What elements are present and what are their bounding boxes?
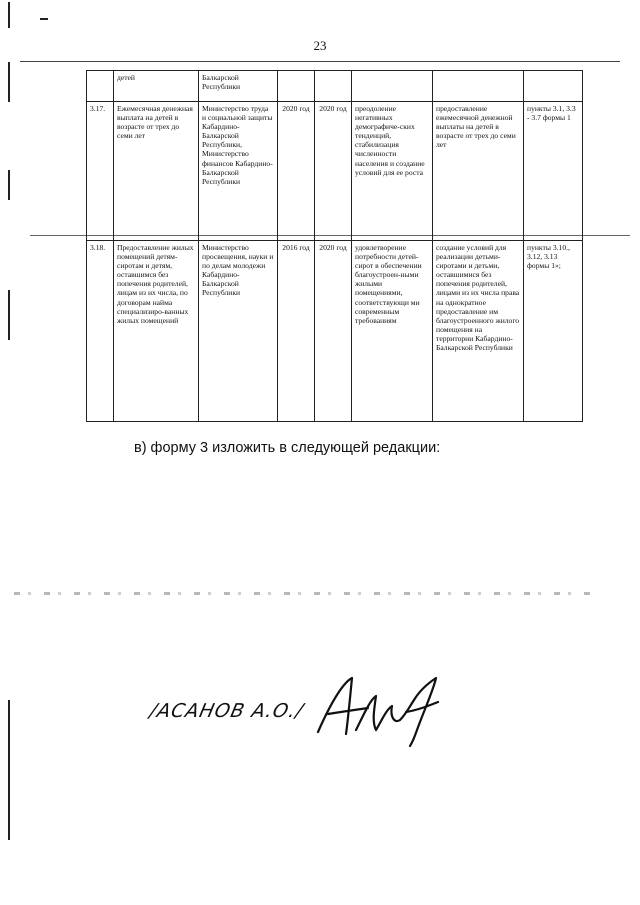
- cell-name: Ежемесячная денежная выплата на детей в возрасте от трех до семи лет: [114, 102, 199, 241]
- cell-link: пункты 3.1, 3.3 - 3.7 формы 1: [524, 102, 583, 241]
- cell-name: Предоставление жилых помещений детям-сиротам и детям, оставшимся без попечения родителей, лицам из их числа, по договорам найма специализиро-ванных жилых помещений: [114, 241, 199, 422]
- table-row: [87, 71, 583, 102]
- cell-num: [87, 71, 114, 102]
- table-row: [87, 241, 583, 422]
- cell-num: 3.18.: [87, 241, 114, 422]
- cut-line: [20, 61, 620, 62]
- cell-start: 2020 год: [278, 102, 315, 241]
- signature-name: /АСАНОВ А.О./: [147, 700, 306, 722]
- cell-end: 2020 год: [315, 102, 352, 241]
- scan-mark: [40, 18, 48, 20]
- cell-executor: Балкарской Республики: [199, 71, 278, 102]
- scan-noise-line: [14, 592, 594, 595]
- cell-name: детей: [114, 71, 199, 102]
- cell-end: 2020 год: [315, 241, 352, 422]
- measures-table: [86, 70, 583, 422]
- cell-content: [433, 71, 524, 102]
- cell-link: [524, 71, 583, 102]
- scan-mark: [8, 700, 10, 840]
- cell-executor: Министерство труда и социальной защиты Кабардино-Балкарской Республики, Министерство финансов Кабардино-Балкарской Республики: [199, 102, 278, 241]
- cell-end: [315, 71, 352, 102]
- cell-num: 3.17.: [87, 102, 114, 241]
- page-number: 23: [313, 38, 327, 53]
- main-text: в) форму 3 изложить в следующей редакции:: [134, 440, 441, 456]
- scan-mark: [8, 290, 10, 340]
- cell-start: [278, 71, 315, 102]
- table-row: [87, 102, 583, 241]
- cell-link: пункты 3.10., 3.12, 3.13 формы 1»;: [524, 241, 583, 422]
- cell-result: удовлетворение потребности детей-сирот в обеспечении благоустроен-ными жилыми помещениями, соответствующи ми современным требованиям: [352, 241, 433, 422]
- cell-content: предоставление ежемесячной денежной выплаты на детей в возрасте от трех до семи лет: [433, 102, 524, 241]
- scan-mark: [8, 2, 10, 28]
- cell-result: преодоление негативных демографиче-ских тенденций, стабилизация численности населения и создание условий для ее роста: [352, 102, 433, 241]
- cell-executor: Министерство просвещения, науки и по делам молодежи Кабардино-Балкарской Республики: [199, 241, 278, 422]
- cell-start: 2016 год: [278, 241, 315, 422]
- scan-mark: [8, 170, 10, 200]
- handwritten-signature: [310, 660, 510, 750]
- cell-content: создание условий для реализации детьми-сиротами и детьми, оставшимися без попечения родителей, лицами из их числа права на однократное предоставление им благоустроенного жилого помещения на территории Кабардино-Балкарской Республики: [433, 241, 524, 422]
- scan-mark: [8, 62, 10, 102]
- cell-result: [352, 71, 433, 102]
